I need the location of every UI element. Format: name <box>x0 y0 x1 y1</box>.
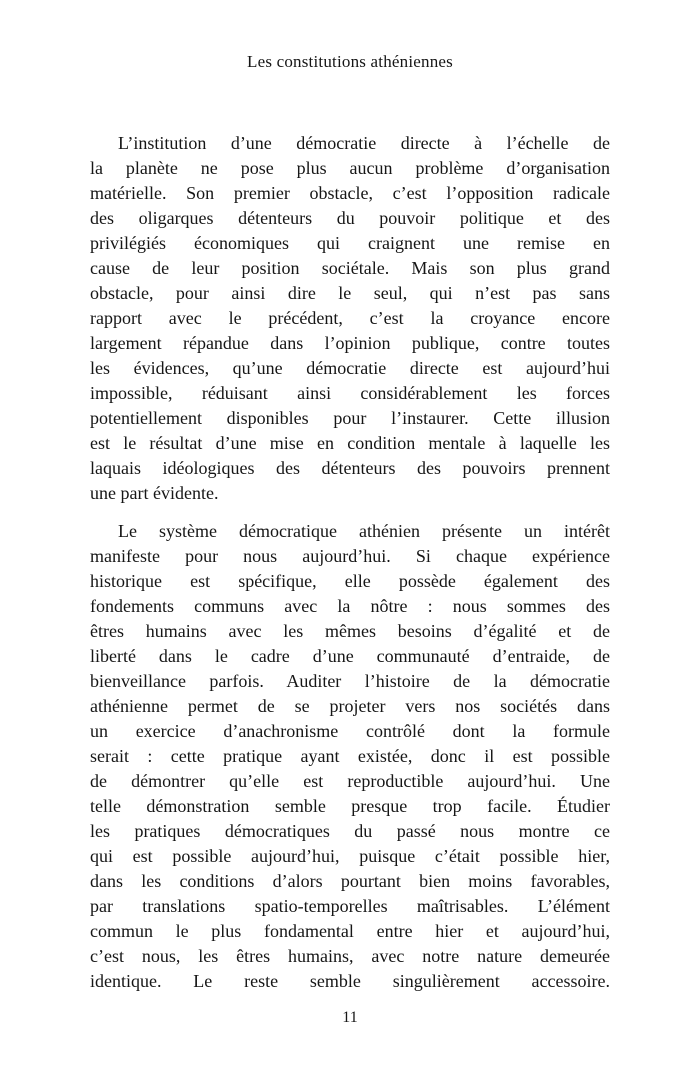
text-line: matérielle. Son premier obstacle, c’est l’opposition radicale <box>90 183 610 203</box>
text-line: les évidences, qu’une démocratie directe est aujourd’hui <box>90 358 610 378</box>
text-line: des oligarques détenteurs du pouvoir politique et des <box>90 208 610 228</box>
text-line: la planète ne pose plus aucun problème d’organisation <box>90 158 610 178</box>
text-line: bienveillance parfois. Auditer l’histoire de la démocratie <box>90 671 610 691</box>
text-line: identique. Le reste semble singulièrement accessoire. <box>90 971 610 991</box>
text-line: obstacle, pour ainsi dire le seul, qui n’est pas sans <box>90 283 610 303</box>
text-line: L’institution d’une démocratie directe à l’échelle de <box>118 133 610 153</box>
text-line: historique est spécifique, elle possède également des <box>90 571 610 591</box>
text-line: est le résultat d’une mise en condition mentale à laquelle les <box>90 433 610 453</box>
text-line: liberté dans le cadre d’une communauté d’entraide, de <box>90 646 610 666</box>
text-line: par translations spatio-temporelles maîtrisables. L’élément <box>90 896 610 916</box>
body-text <box>90 131 610 994</box>
text-line: qui est possible aujourd’hui, puisque c’était possible hier, <box>90 846 610 866</box>
text-line: laquais idéologiques des détenteurs des pouvoirs prennent <box>90 458 610 478</box>
running-head: Les constitutions athéniennes <box>247 52 453 71</box>
text-line: privilégiés économiques qui craignent une remise en <box>90 233 610 253</box>
text-line: de démontrer qu’elle est reproductible aujourd’hui. Une <box>90 771 610 791</box>
text-line: rapport avec le précédent, c’est la croyance encore <box>90 308 610 328</box>
text-line: fondements communs avec la nôtre : nous sommes des <box>90 596 610 616</box>
text-line: cause de leur position sociétale. Mais son plus grand <box>90 258 610 278</box>
text-line: êtres humains avec les mêmes besoins d’égalité et de <box>90 621 610 641</box>
text-line: Le système démocratique athénien présente un intérêt <box>118 521 610 541</box>
text-line: manifeste pour nous aujourd’hui. Si chaque expérience <box>90 546 610 566</box>
text-line: un exercice d’anachronisme contrôlé dont la formule <box>90 721 610 741</box>
text-line: une part évidente. <box>90 483 219 503</box>
text-line: telle démonstration semble presque trop facile. Étudier <box>90 796 610 816</box>
page-number: 11 <box>342 1009 358 1026</box>
text-line: c’est nous, les êtres humains, avec notre nature demeurée <box>90 946 610 966</box>
text-line: les pratiques démocratiques du passé nous montre ce <box>90 821 610 841</box>
text-line: potentiellement disponibles pour l’instaurer. Cette illusion <box>90 408 610 428</box>
text-line: impossible, réduisant ainsi considérablement les forces <box>90 383 610 403</box>
text-line: dans les conditions d’alors pourtant bien moins favorables, <box>90 871 610 891</box>
text-line: serait : cette pratique ayant existée, donc il est possible <box>90 746 610 766</box>
text-line: commun le plus fondamental entre hier et aujourd’hui, <box>90 921 610 941</box>
text-line: largement répandue dans l’opinion publique, contre toutes <box>90 333 610 353</box>
text-line: athénienne permet de se projeter vers nos sociétés dans <box>90 696 610 716</box>
paragraph <box>90 131 610 506</box>
paragraph <box>90 519 610 994</box>
